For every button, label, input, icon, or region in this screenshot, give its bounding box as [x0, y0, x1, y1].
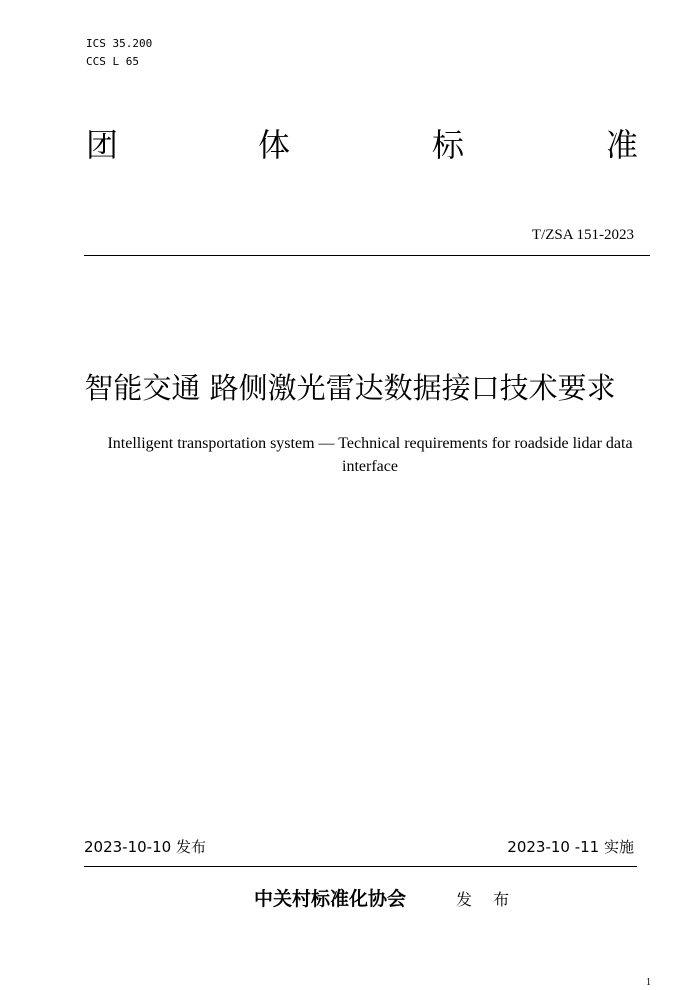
- banner-char-3: 标: [432, 126, 465, 164]
- publisher-name: 中关村标准化协会: [254, 888, 407, 910]
- document-title-en: Intelligent transportation system — Technical requirements for roadside lidar data interface: [107, 435, 633, 475]
- banner-char-4: 准: [606, 126, 639, 164]
- document-title-zh: 智能交通 路侧激光雷达数据接口技术要求: [84, 371, 616, 405]
- publish-action: 发 布: [456, 890, 518, 909]
- header-divider: [84, 255, 650, 256]
- issue-date: 2023-10-10 发布: [84, 838, 206, 856]
- ccs-code: CCS L 65: [86, 55, 139, 68]
- standard-number: T/ZSA 151-2023: [531, 227, 634, 243]
- effective-date: 2023-10 -11 实施: [507, 838, 634, 856]
- banner-char-1: 团: [86, 126, 119, 164]
- page-number: 1: [646, 977, 651, 988]
- footer-divider: [84, 866, 637, 867]
- ics-code: ICS 35.200: [86, 37, 153, 50]
- banner-char-2: 体: [258, 126, 291, 164]
